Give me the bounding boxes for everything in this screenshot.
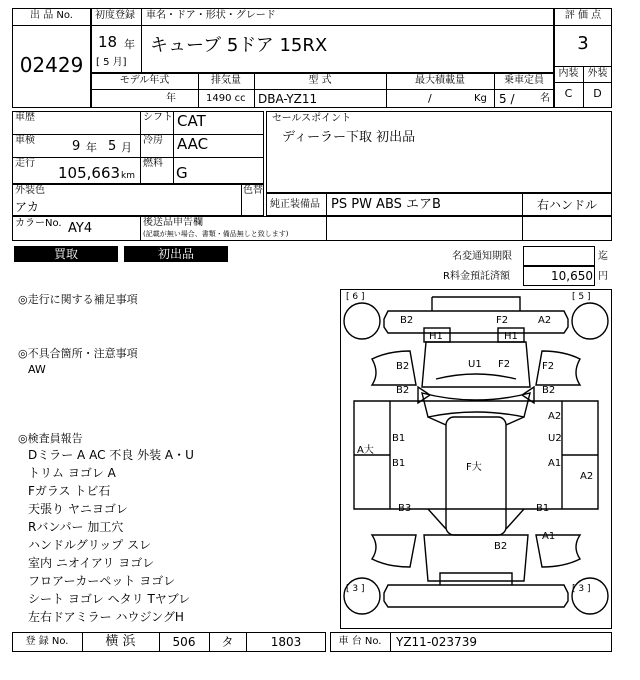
max-load-value: / [428,92,432,105]
reg-class: 506 [172,635,196,649]
ac-value: AAC [177,135,209,153]
reg-year-unit: 年 [124,38,135,51]
inspector-line: Rバンパー 加工穴 [28,520,124,534]
reg-year: 18 [98,33,118,51]
car-name-label: 車名・ドア・形状・グレード [146,10,276,21]
displacement-value: 1490 cc [206,93,246,104]
spec-grid [12,111,264,184]
exterior-label: 外装 [587,68,608,79]
ext-color-label: 外装色 [15,185,45,196]
interior-label: 内装 [558,68,579,79]
mileage-value: 105,663 [58,164,121,182]
mark: A1 [542,531,556,542]
inspector-line: 左右ドアミラー ハウジングH [28,610,184,624]
tag-first: 初出品 [124,246,228,262]
displacement-label: 排気量 [211,75,241,86]
inspection-year-unit: 年 [86,141,97,154]
shift-value: CAT [177,112,206,130]
inspector-line: トリム ヨゴレ A [28,466,116,480]
fuel-value: G [176,164,188,182]
tire-rr-label: [ 3 ] [572,584,591,594]
mark: U1 [468,359,482,370]
capacity-value: 5 / [499,92,515,106]
mark: B2 [494,541,508,552]
mark: A1 [548,458,562,469]
inspector-line: 天張り ヤニヨゴレ [28,502,128,516]
mileage-label: 走行 [15,158,35,169]
exterior-grade: D [593,87,602,100]
eval-score: 3 [577,33,589,54]
interior-grade: C [564,87,573,100]
lot-label: 出 品 No. [30,10,73,21]
notice-field [523,246,595,266]
model-year-label: モデル年式 [119,75,170,86]
handle-value: 右ハンドル [537,198,598,212]
ext-color-value: アカ [15,200,39,214]
mark: H1 [429,331,443,342]
tire-fl-label: [ 6 ] [346,292,365,302]
color-box [12,184,264,216]
recycle-value: 10,650 [551,269,593,283]
max-load-unit: Kg [474,93,487,104]
shift-label: シフト [143,112,173,123]
car-diagram [340,289,612,629]
mileage-unit: km [121,171,135,181]
inspector-line: Dミラー A AC 不良 外装 A・U [28,448,194,462]
capacity-unit: 名 [540,93,550,104]
notice-label: 名変通知期限 [452,251,512,262]
later-docs-label: 後送品申告欄 [143,217,203,228]
type-label: 型 式 [308,75,332,86]
mark: B1 [392,458,406,469]
mark: B3 [398,503,412,514]
mark: U2 [548,433,562,444]
equipment-label: 純正装備品 [270,199,320,210]
eval-label: 評 価 点 [564,10,602,21]
later-docs-note: (記載が無い場合、書類・備品無しと致します) [143,230,289,238]
lot-number: 02429 [19,53,84,77]
inspector-line: シート ヨゴレ ヘタリ Tヤブレ [28,592,191,606]
tire-fr-label: [ 5 ] [572,292,591,302]
reg-number: 1803 [270,635,302,649]
inspector-title: ◎検査員報告 [18,432,83,445]
inspector-line: 室内 ニオイアリ ヨゴレ [28,556,155,570]
mark: F2 [542,361,555,372]
mark: B1 [536,503,550,514]
mark: B2 [396,361,410,372]
type-value: DBA-YZ11 [258,92,318,106]
defect-value: AW [28,363,46,376]
inspector-line: ハンドルグリップ スレ [28,538,152,552]
mark: B2 [396,385,410,396]
tire-rl-label: [ 3 ] [346,584,365,594]
chassis-label: 車 台 No. [338,636,382,647]
inspector-line: Fガラス トビ石 [28,484,111,498]
ac-label: 冷房 [143,135,163,146]
mark: A大 [357,445,374,456]
car-name: キューブ 5ドア 15RX [150,35,328,56]
max-load-label: 最大積載量 [415,75,465,86]
tag-buy: 買取 [14,246,118,262]
mark: B1 [392,433,406,444]
inspection-month: 5 [108,139,117,154]
color-no-label: カラーNo. [15,218,62,229]
notice-unit: 迄 [598,251,608,262]
first-reg-label: 初度登録 [95,10,135,21]
mark: F大 [466,462,482,473]
model-year-value: 年 [166,93,176,104]
damage-marks [357,315,593,552]
inspector-line: フロアーカーペット ヨゴレ [28,574,176,588]
mark: F2 [496,315,509,326]
inspection-month-unit: 月 [121,141,132,154]
reg-area: 横 浜 [105,634,136,649]
capacity-label: 乗車定員 [504,75,544,86]
defect-title: ◎不具合箇所・注意事項 [18,347,138,360]
recycle-unit: 円 [598,271,608,282]
mark: H1 [504,331,518,342]
inspection-label: 車検 [15,135,35,146]
sales-point-value: ディーラー下取 初出品 [282,130,416,145]
mark: A2 [548,411,562,422]
mark: A2 [580,471,594,482]
reg-month: [ 5 月] [96,57,127,68]
recycle-label: R料金預託済額 [443,271,510,282]
equipment-value: PS PW ABS エアB [331,197,441,212]
reg-kana: タ [221,635,234,649]
mark: A2 [538,315,552,326]
mark: F2 [498,359,511,370]
reg-label: 登 録 No. [25,636,69,647]
inspection-year: 9 [72,139,81,154]
supplement-title: ◎走行に関する補足事項 [18,293,138,306]
mark: B2 [542,385,556,396]
mark: B2 [400,315,414,326]
sales-point-label: セールスポイント [272,113,352,124]
history-label: 車歴 [15,112,35,123]
color-no-value: AY4 [68,221,93,236]
fuel-label: 燃料 [143,158,163,169]
chassis-value: YZ11-023739 [396,635,477,649]
repaint-label: 色替 [243,185,263,196]
